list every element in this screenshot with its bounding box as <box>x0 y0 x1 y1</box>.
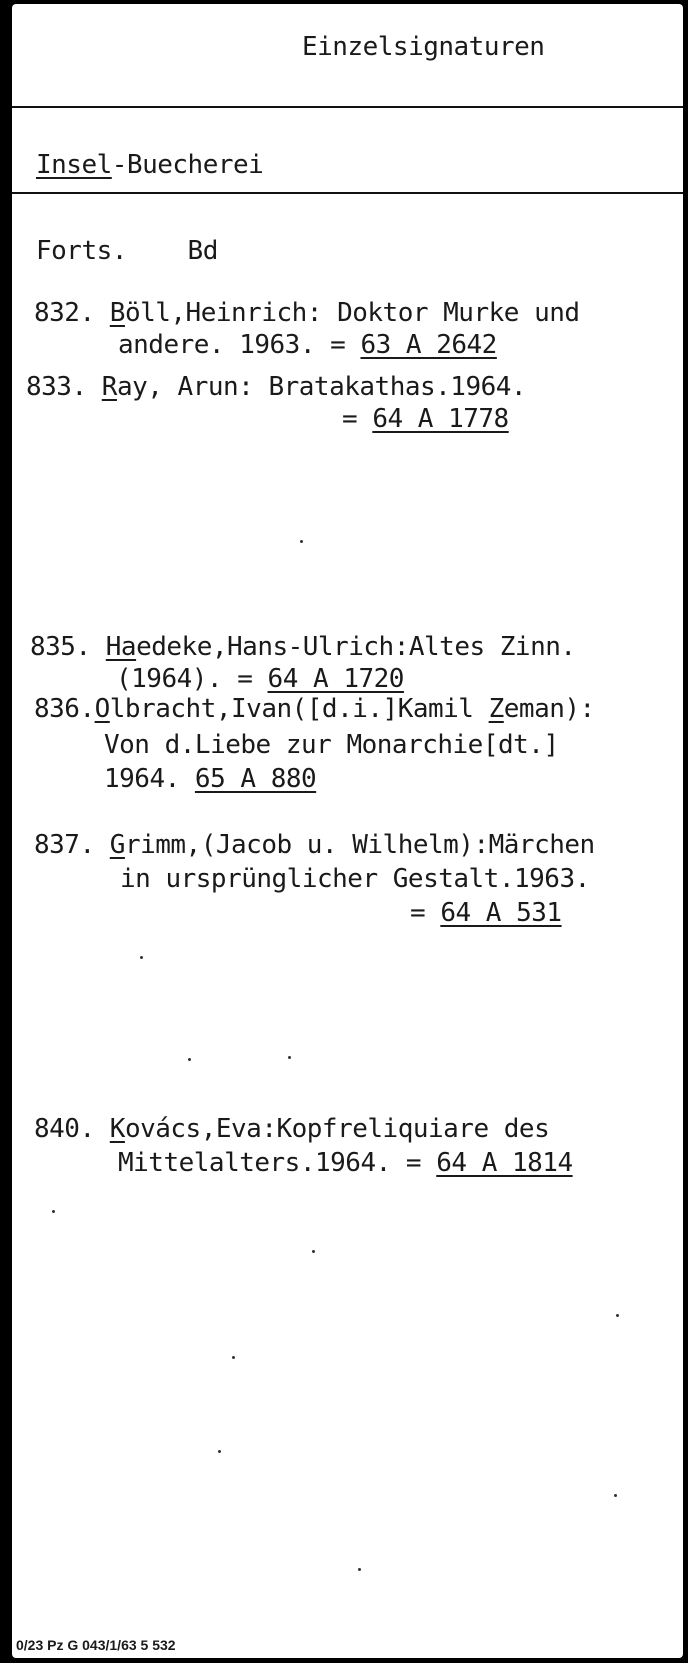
scan-speck <box>218 1450 221 1453</box>
entry-840-line-1 <box>34 1114 549 1144</box>
entry-836-line-1 <box>34 694 595 724</box>
entry-signature: 63 A 2642 <box>360 330 497 360</box>
entry-number: 836. <box>34 694 95 724</box>
entry-imprint: = <box>410 898 441 928</box>
entry-number: 833. <box>26 372 87 402</box>
catalog-card <box>12 4 683 1658</box>
entry-filing-letter: O <box>94 694 110 724</box>
scan-speck <box>52 1210 55 1213</box>
entry-title-continued: Von d.Liebe zur Monarchie[dt.] <box>104 730 559 760</box>
scan-speck <box>358 1568 361 1571</box>
volume-label: Bd <box>187 236 218 266</box>
entry-title: ay, Arun: Bratakathas.1964. <box>116 372 527 402</box>
subject-heading <box>36 150 263 180</box>
header-divider <box>12 106 683 108</box>
scan-speck <box>232 1356 235 1359</box>
scan-speck <box>614 1494 617 1497</box>
entry-number: 832. <box>34 298 95 328</box>
entry-signature: 64 A 1814 <box>436 1148 573 1178</box>
entry-signature: 64 A 1778 <box>372 404 509 434</box>
entry-836-line-2 <box>104 730 559 760</box>
entry-signature: 64 A 1720 <box>267 664 404 694</box>
entry-840-line-2 <box>118 1148 573 1178</box>
scan-speck <box>288 1056 291 1059</box>
entry-number: 835. <box>30 632 91 662</box>
entry-filing-letter: G <box>109 830 125 860</box>
entry-number: 840. <box>34 1114 95 1144</box>
entry-833-line-2 <box>342 404 509 434</box>
entry-filing-letter: R <box>101 372 117 402</box>
entry-837-line-1 <box>34 830 595 860</box>
entry-signature: 65 A 880 <box>194 764 317 794</box>
entry-secondary-letter: Z <box>488 694 504 724</box>
entry-number: 837. <box>34 830 95 860</box>
entry-title: ovács,Eva:Kopfreliquiare des <box>124 1114 550 1144</box>
entry-837-line-2 <box>120 864 590 894</box>
entry-imprint: Mittelalters.1964. = <box>118 1148 437 1178</box>
header-title: Einzelsignaturen <box>302 32 545 62</box>
entry-title: lbracht,Ivan([d.i.]Kamil <box>109 694 489 724</box>
entry-title: öll,Heinrich: Doktor Murke und <box>124 298 580 328</box>
entry-imprint: (1964). = <box>116 664 268 694</box>
entry-835-line-2 <box>116 664 404 694</box>
scan-speck <box>616 1314 619 1317</box>
entry-filing-letter: Ha <box>105 632 137 662</box>
entry-title-end: eman): <box>503 694 595 724</box>
entry-837-line-3 <box>410 898 562 928</box>
entry-832-line-1 <box>34 298 580 328</box>
continuation-label: Forts. <box>36 236 127 266</box>
entry-836-line-3 <box>104 764 316 794</box>
entry-imprint: = <box>342 404 373 434</box>
entry-title: edeke,Hans-Ulrich:Altes Zinn. <box>136 632 576 662</box>
entry-835-line-1 <box>30 632 576 662</box>
entry-832-line-2 <box>118 330 497 360</box>
entry-imprint: andere. 1963. = <box>118 330 361 360</box>
entry-833-line-1 <box>26 372 526 402</box>
entry-imprint: 1964. <box>104 764 195 794</box>
scan-speck <box>300 540 303 543</box>
entry-title-continued: in ursprünglicher Gestalt.1963. <box>120 864 590 894</box>
scan-speck <box>140 956 143 959</box>
subject-heading-rest: -Buecherei <box>111 150 264 180</box>
card-footer-code: 0/23 Pz G 043/1/63 5 532 <box>16 1637 176 1653</box>
entry-signature: 64 A 531 <box>440 898 562 928</box>
entry-filing-letter: K <box>109 1114 125 1144</box>
subject-divider <box>12 192 683 194</box>
continuation-line <box>36 236 218 266</box>
entry-title: rimm,(Jacob u. Wilhelm):Märchen <box>124 830 595 860</box>
entry-filing-letter: B <box>109 298 125 328</box>
subject-heading-underlined: Insel <box>36 150 112 180</box>
scan-speck <box>312 1250 315 1253</box>
scan-speck <box>188 1058 191 1061</box>
